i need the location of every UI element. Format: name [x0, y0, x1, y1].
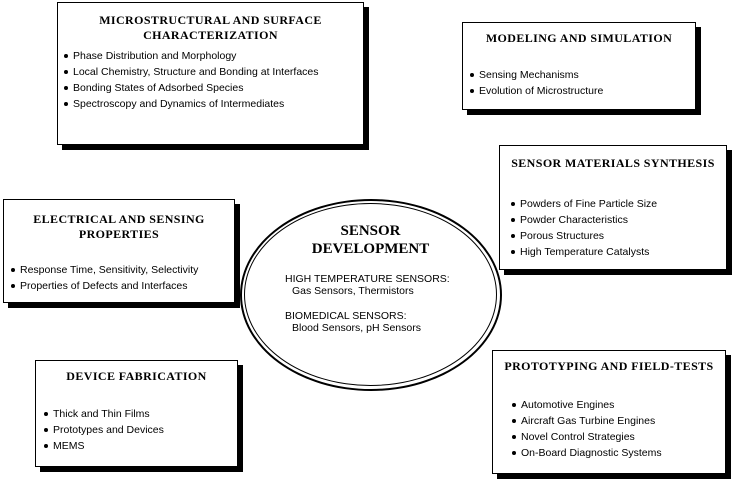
microstructural-title — [58, 13, 363, 43]
bullet-icon — [512, 403, 516, 407]
prototyping-title: PROTOTYPING AND FIELD-TESTS — [504, 359, 714, 373]
prototyping-box — [492, 350, 726, 474]
bullet-icon — [64, 54, 68, 58]
prototyping-list — [493, 397, 725, 461]
microstructural-title-line1: MICROSTRUCTURAL AND SURFACE — [99, 13, 322, 27]
bullet-icon — [512, 419, 516, 423]
modeling-box — [462, 22, 696, 110]
electrical-title-line2: PROPERTIES — [78, 227, 160, 241]
microstructural-title-line2: CHARACTERIZATION — [143, 28, 278, 42]
list-item: Response Time, Sensitivity, Selectivity — [11, 262, 234, 278]
bullet-icon — [64, 86, 68, 90]
bullet-icon — [470, 89, 474, 93]
list-item: Phase Distribution and Morphology — [64, 48, 363, 64]
list-item: Prototypes and Devices — [44, 422, 237, 438]
device-title: DEVICE FABRICATION — [66, 369, 207, 383]
center-item-biomedical — [285, 310, 421, 334]
electrical-title-line1: ELECTRICAL AND SENSING — [33, 212, 205, 226]
bullet-icon — [64, 102, 68, 106]
electrical-list — [4, 262, 234, 294]
list-item: High Temperature Catalysts — [511, 244, 726, 260]
bullet-icon — [11, 284, 15, 288]
bullet-icon — [511, 218, 515, 222]
list-item: Evolution of Microstructure — [470, 83, 695, 99]
list-item: Sensing Mechanisms — [470, 67, 695, 83]
device-box — [35, 360, 238, 467]
list-item: Automotive Engines — [512, 397, 725, 413]
bullet-icon — [44, 428, 48, 432]
center-item-heading: HIGH TEMPERATURE SENSORS: — [285, 273, 450, 285]
list-item: Properties of Defects and Interfaces — [11, 278, 234, 294]
synthesis-list — [500, 196, 726, 260]
list-item: Powders of Fine Particle Size — [511, 196, 726, 212]
bullet-icon — [511, 234, 515, 238]
bullet-icon — [512, 435, 516, 439]
center-title-line1: SENSOR — [340, 223, 401, 239]
bullet-icon — [511, 202, 515, 206]
modeling-list — [463, 67, 695, 99]
list-item: Local Chemistry, Structure and Bonding at Interfaces — [64, 64, 363, 80]
microstructural-box — [57, 2, 364, 145]
synthesis-box — [499, 145, 727, 270]
center-item-detail: Gas Sensors, Thermistors — [292, 285, 414, 297]
list-item: Powder Characteristics — [511, 212, 726, 228]
bullet-icon — [470, 73, 474, 77]
bullet-icon — [44, 444, 48, 448]
center-item-heading: BIOMEDICAL SENSORS: — [285, 310, 407, 322]
bullet-icon — [11, 268, 15, 272]
modeling-title: MODELING AND SIMULATION — [485, 31, 673, 45]
list-item: Spectroscopy and Dynamics of Intermediates — [64, 96, 363, 112]
microstructural-list — [58, 48, 363, 112]
synthesis-title: SENSOR MATERIALS SYNTHESIS — [511, 156, 715, 170]
bullet-icon — [511, 250, 515, 254]
list-item: Thick and Thin Films — [44, 406, 237, 422]
list-item: Porous Structures — [511, 228, 726, 244]
center-ellipse — [244, 203, 497, 386]
list-item: MEMS — [44, 438, 237, 454]
list-item: Bonding States of Adsorbed Species — [64, 80, 363, 96]
device-list — [36, 406, 237, 454]
electrical-box — [3, 199, 235, 303]
list-item: On-Board Diagnostic Systems — [512, 445, 725, 461]
bullet-icon — [64, 70, 68, 74]
electrical-title — [4, 212, 234, 242]
center-title-line2: DEVELOPMENT — [311, 241, 430, 257]
bullet-icon — [44, 412, 48, 416]
bullet-icon — [512, 451, 516, 455]
center-item-detail: Blood Sensors, pH Sensors — [292, 322, 421, 334]
center-item-high-temp — [285, 273, 450, 297]
list-item: Novel Control Strategies — [512, 429, 725, 445]
list-item: Aircraft Gas Turbine Engines — [512, 413, 725, 429]
